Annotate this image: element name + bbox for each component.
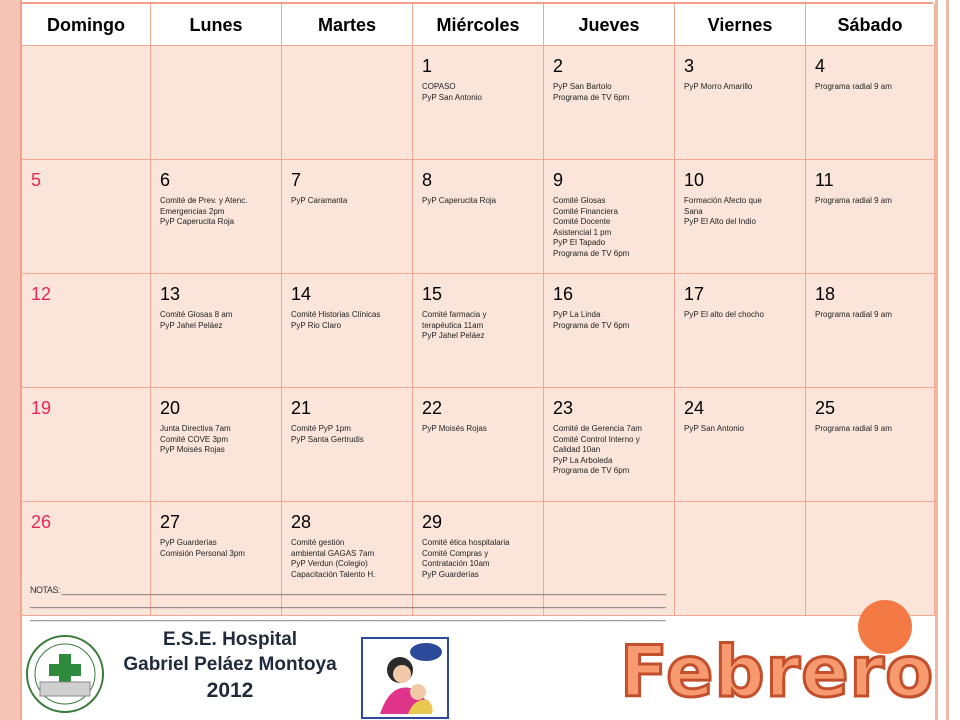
day-number: 3 xyxy=(684,56,695,76)
day-number: 20 xyxy=(160,398,181,418)
calendar-grid xyxy=(20,2,933,577)
day-cell xyxy=(282,274,413,388)
left-border-strip xyxy=(0,0,20,720)
day-number: 2 xyxy=(553,56,564,76)
hospital-name-line1: E.S.E. Hospital xyxy=(162,629,298,650)
right-border-line-2 xyxy=(946,0,949,720)
day-number: 29 xyxy=(422,512,443,532)
hospital-name-line2: Gabriel Peláez Montoya xyxy=(123,654,337,675)
day-events: PyP San Antonio xyxy=(684,424,744,433)
day-events: PyP San Bartolo Programa de TV 6pm xyxy=(553,82,630,102)
afecto-que-sana-logo xyxy=(360,636,450,720)
day-events: Programa radial 9 am xyxy=(815,196,892,205)
notes-line-3: _____________________________________________________________________________________________________________________________________________ xyxy=(30,611,666,621)
weekday-header-3: Miércoles xyxy=(413,4,544,46)
day-cell xyxy=(282,388,413,502)
day-events: Comité PyP 1pm PyP Santa Gertrudis xyxy=(291,424,364,444)
day-number: 23 xyxy=(553,398,574,418)
day-events: Programa radial 9 am xyxy=(815,82,892,91)
day-number: 12 xyxy=(31,284,52,304)
day-cell xyxy=(151,160,282,274)
day-number: 6 xyxy=(160,170,171,190)
weekday-header-4: Jueves xyxy=(544,4,675,46)
day-number: 22 xyxy=(422,398,443,418)
day-cell xyxy=(413,274,544,388)
hospital-seal-logo xyxy=(22,632,108,716)
day-events: PyP El alto del chocho xyxy=(684,310,764,319)
day-cell xyxy=(544,160,675,274)
day-number: 17 xyxy=(684,284,705,304)
notes-line-2: _____________________________________________________________________________________________________________________________________________ xyxy=(30,598,666,608)
day-number: 15 xyxy=(422,284,443,304)
day-number: 10 xyxy=(684,170,705,190)
day-cell xyxy=(22,388,151,502)
day-events: PyP La Linda Programa de TV 6pm xyxy=(553,310,630,330)
day-cell xyxy=(675,274,806,388)
day-number: 16 xyxy=(553,284,574,304)
weekday-header-0: Domingo xyxy=(22,4,151,46)
day-cell xyxy=(282,46,413,160)
day-cell xyxy=(675,46,806,160)
day-cell xyxy=(413,388,544,502)
day-number: 19 xyxy=(31,398,52,418)
day-events: COPASO PyP San Antonio xyxy=(422,82,482,102)
day-cell xyxy=(544,46,675,160)
day-cell xyxy=(675,388,806,502)
day-events: Comité de Gerencia 7am Comité Control Interno y Calidad 10an PyP La Arboleda Programa de TV 6pm xyxy=(553,424,642,475)
day-events: Comité Historias Clínicas PyP Rio Claro xyxy=(291,310,381,330)
day-cell xyxy=(413,46,544,160)
day-number: 21 xyxy=(291,398,312,418)
day-number: 26 xyxy=(31,512,52,532)
day-cell xyxy=(544,388,675,502)
day-number: 5 xyxy=(31,170,42,190)
day-number: 7 xyxy=(291,170,302,190)
day-cell xyxy=(806,46,935,160)
day-events: Programa radial 9 am xyxy=(815,424,892,433)
day-number: 14 xyxy=(291,284,312,304)
day-number: 25 xyxy=(815,398,836,418)
day-events: Junta Directiva 7am Comité COVE 3pm PyP Moisés Rojas xyxy=(160,424,231,454)
day-cell xyxy=(151,388,282,502)
hospital-name-block xyxy=(110,628,350,705)
day-cell xyxy=(22,46,151,160)
right-border-line xyxy=(935,0,938,720)
weekday-header-2: Martes xyxy=(282,4,413,46)
day-cell xyxy=(282,160,413,274)
month-title: Febrero xyxy=(620,631,935,713)
day-events: PyP Morro Amarillo xyxy=(684,82,753,91)
day-events: Comité farmacia y terapéutica 11am PyP Jahel Peláez xyxy=(422,310,487,340)
day-cell xyxy=(22,160,151,274)
day-number: 8 xyxy=(422,170,433,190)
day-events: PyP Guarderías Comisión Personal 3pm xyxy=(160,538,245,558)
weekday-header-6: Sábado xyxy=(806,4,935,46)
day-cell xyxy=(544,274,675,388)
day-number: 27 xyxy=(160,512,181,532)
day-events: Comité ética hospitalaria Comité Compras y Contratación 10am PyP Guarderías xyxy=(422,538,510,579)
day-number: 13 xyxy=(160,284,181,304)
day-number: 9 xyxy=(553,170,564,190)
day-cell xyxy=(413,160,544,274)
day-cell xyxy=(675,160,806,274)
day-number: 28 xyxy=(291,512,312,532)
day-cell xyxy=(806,274,935,388)
day-events: Programa radial 9 am xyxy=(815,310,892,319)
day-number: 1 xyxy=(422,56,433,76)
notes-section xyxy=(30,584,845,623)
notes-line-1: ______________________________________________________________________________________________________________________________________ xyxy=(61,585,666,595)
calendar-year: 2012 xyxy=(206,679,254,702)
day-events: PyP Moisés Rojas xyxy=(422,424,487,433)
day-number: 4 xyxy=(815,56,826,76)
day-number: 11 xyxy=(815,170,834,190)
day-cell xyxy=(151,274,282,388)
day-number: 18 xyxy=(815,284,836,304)
day-cell xyxy=(151,46,282,160)
day-events: Comité Glosas Comité Financiera Comité Docente Asistencial 1 pm PyP El Tapado Programa de TV 6pm xyxy=(553,196,630,258)
weekday-header-5: Viernes xyxy=(675,4,806,46)
day-events: Formación Afecto que Sana PyP El Alto del Indio xyxy=(684,196,762,226)
day-events: Comité gestión ambiental GAGAS 7am PyP Verdun (Colegio) Capacitación Talento H. xyxy=(291,538,376,579)
day-events: Comité Glosas 8 am PyP Jahel Peláez xyxy=(160,310,233,330)
day-cell xyxy=(806,388,935,502)
day-cell xyxy=(22,274,151,388)
notes-label: NOTAS: xyxy=(30,585,60,595)
weekday-header-1: Lunes xyxy=(151,4,282,46)
day-number: 24 xyxy=(684,398,705,418)
day-events: PyP Caperucita Roja xyxy=(422,196,497,205)
day-cell xyxy=(806,160,935,274)
day-events: PyP Caramanta xyxy=(291,196,348,205)
day-events: Comité de Prev. y Atenc. Emergencias 2pm PyP Caperucita Roja xyxy=(160,196,248,226)
